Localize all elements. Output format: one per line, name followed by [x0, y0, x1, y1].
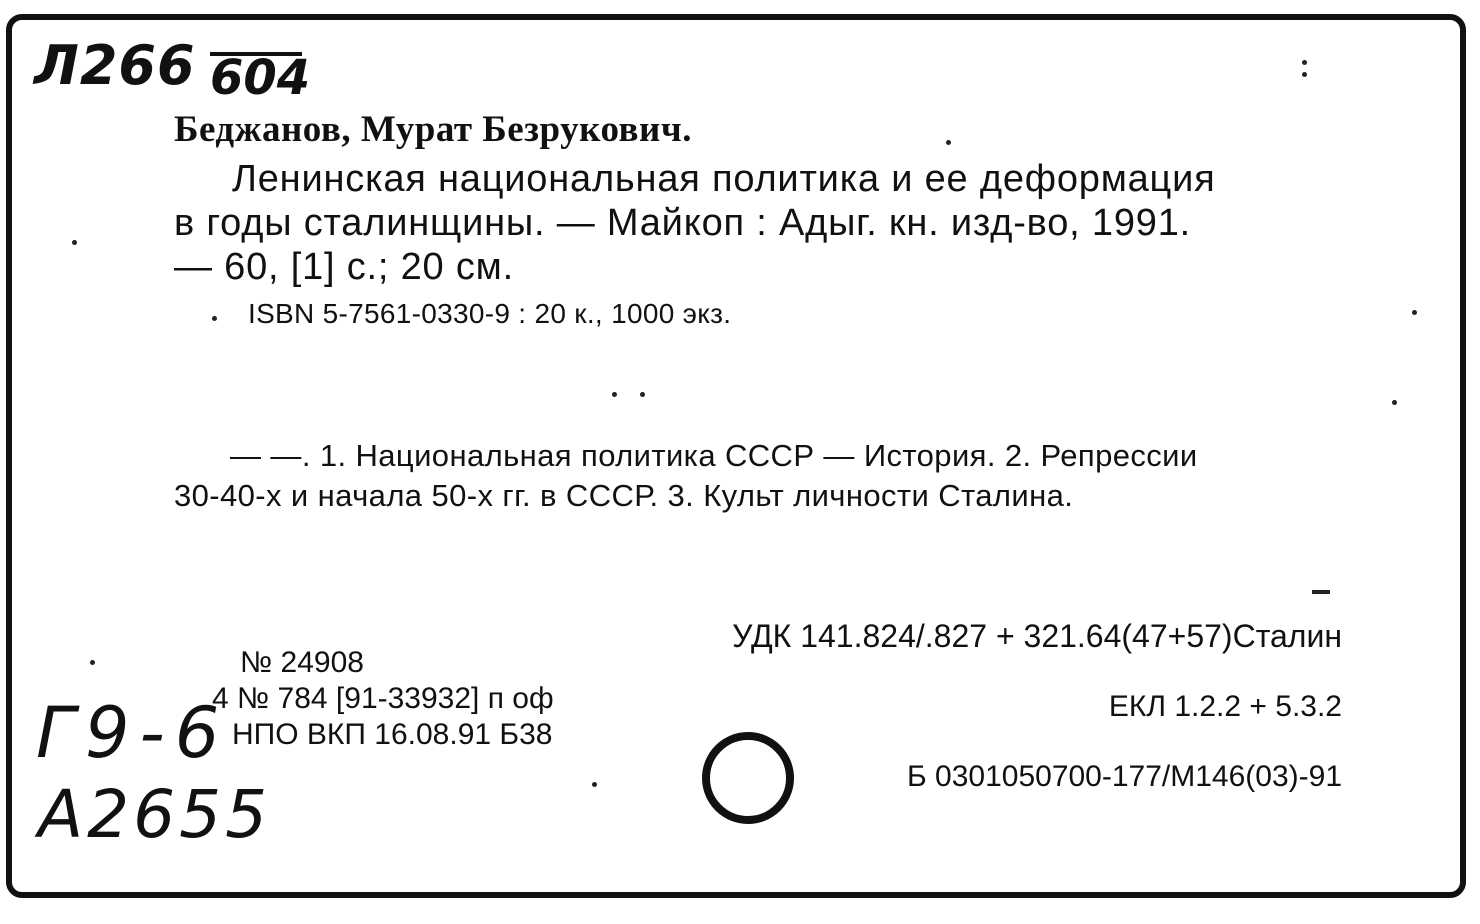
scan-speck	[592, 782, 597, 787]
title-line-1: Ленинская национальная политика и ее деформация	[232, 158, 1216, 200]
udk-code: УДК 141.824/.827 + 321.64(47+57)Сталин	[732, 618, 1342, 654]
handwritten-call-number: Л266	[34, 34, 196, 97]
handwritten-sub-number: 604	[210, 50, 311, 106]
author-name: Беджанов, Мурат Безрукович.	[174, 109, 692, 150]
ekl-code: ЕКЛ 1.2.2 + 5.3.2	[1108, 690, 1342, 723]
scan-speck	[1302, 60, 1307, 65]
imprint-line-1: № 24908	[240, 646, 364, 679]
imprint-line-3: НПО ВКП 16.08.91 Б38	[232, 718, 553, 751]
circle-stamp-mark	[702, 732, 794, 824]
imprint-line-2: 4 № 784 [91-33932] п оф	[212, 682, 554, 715]
handwritten-shelf-mark: Г9-6	[36, 692, 230, 774]
scan-speck	[212, 316, 217, 321]
title-line-3: — 60, [1] с.; 20 см.	[174, 246, 514, 288]
subjects-line-2: 30-40-х и начала 50-х гг. в СССР. 3. Культ личности Сталина.	[174, 478, 1074, 513]
scan-speck	[90, 660, 95, 665]
handwritten-inventory-number: А2655	[38, 776, 272, 853]
scan-speck	[612, 392, 617, 397]
catalog-card	[6, 14, 1466, 898]
isbn-line: ISBN 5-7561-0330-9 : 20 к., 1000 экз.	[248, 298, 732, 329]
scan-speck	[1302, 72, 1307, 77]
scan-speck	[1312, 590, 1330, 594]
subjects-line-1: — —. 1. Национальная политика СССР — История. 2. Репрессии	[230, 438, 1198, 473]
title-line-2: в годы сталинщины. — Майкоп : Адыг. кн. изд-во, 1991.	[174, 202, 1191, 244]
scan-speck	[640, 392, 645, 397]
scan-speck	[72, 240, 77, 245]
scan-speck	[1392, 400, 1397, 405]
scan-speck	[946, 140, 951, 145]
b-code: Б 0301050700-177/М146(03)-91	[907, 760, 1342, 793]
scan-speck	[1412, 310, 1417, 315]
